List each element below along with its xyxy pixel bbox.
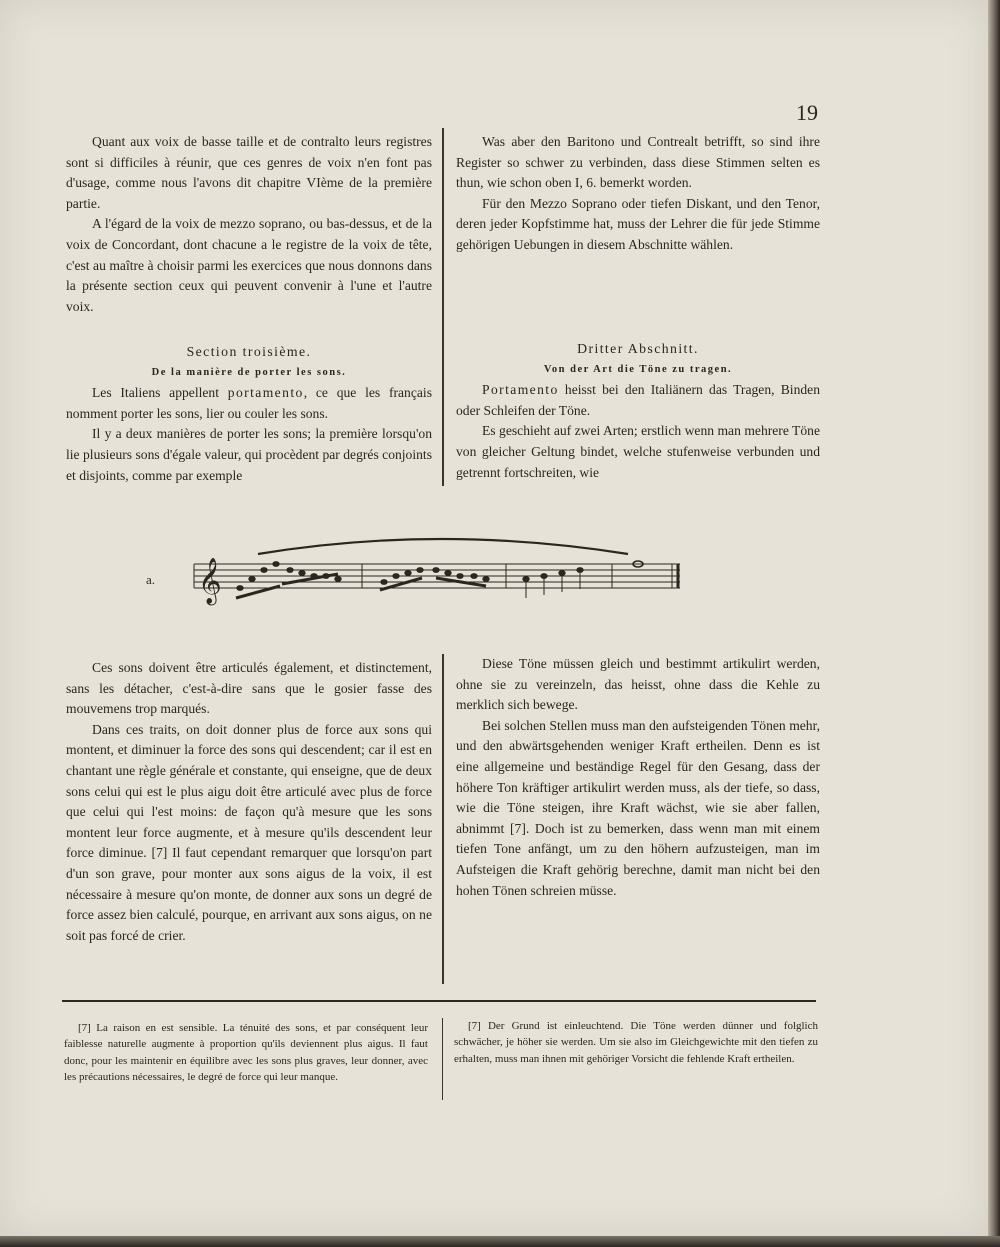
section-subtitle: Von der Art die Töne zu tragen.: [543, 363, 733, 375]
page-edge-bottom: [0, 1236, 1000, 1247]
column-divider: [442, 654, 444, 984]
paragraph: Bei solchen Stellen muss man den aufsteigenden Tönen mehr, und den abwärtsgehenden weniger Kraft ertheilen. Denn es ist eine allgemeine und beständige Regel für den Gesang, dass der höhere Ton kräftiger artikulirt werden muss, als der tiefe, so dass, wie die Töne steigen, ihre Kraft wächst, wie sie aber fallen, abnimmt [7]. Doch ist zu bemerken, dass wenn man mit einem tiefen Tone anfängt, um zu den höhern aufzusteigen, man im Aufsteigen die Kraft gehörig berechne, damit man nicht bei den hohen Tönen schreien müsse.: [456, 717, 820, 898]
music-example: [140, 528, 700, 617]
column-divider: [442, 128, 444, 486]
right-section: [456, 339, 820, 483]
music-staff: [140, 528, 700, 612]
section-title: Section troisième.: [186, 344, 312, 359]
paragraph: Für den Mezzo Soprano oder tiefen Diskant, und den Tenor, deren jeder Kopfstimme hat, muss der Lehrer die für jede Stimme gehörigen Uebungen in diesem Abschnitte wählen.: [456, 195, 820, 252]
treble-clef-icon: 𝄞: [198, 558, 222, 604]
paragraph: A l'égard de la voix de mezzo soprano, ou bas-dessus, et de la voix de Concordant, dont chacune a le registre de la voix de tête, c'est au maître à choisir parmi les exercices que nous donnons dans la présente section ceux qui peuvent convenir à l'une et l'autre voix.: [66, 216, 432, 314]
footnote-right: [454, 1018, 818, 1067]
footnote-left: [64, 1020, 428, 1086]
section-subtitle: De la manière de porter les sons.: [151, 366, 347, 378]
paragraph: Was aber den Baritono und Contrealt betrifft, so sind ihre Register so schwer zu verbinden, dass diese Stimmen selten es thun, wie schon oben I, 6. bemerkt worden.: [456, 134, 820, 191]
footnote-separator: [62, 1000, 816, 1002]
left-column-bottom: [66, 658, 432, 946]
notes: [236, 561, 643, 598]
page-edge: [988, 0, 1000, 1247]
paragraph: Quant aux voix de basse taille et de contralto leurs registres sont si difficiles à réunir, que ces genres de voix n'en font pas d'usage, comme nous l'avons dit chapitre VIème de la première partie.: [66, 134, 432, 211]
paragraph: Diese Töne müssen gleich und bestimmt artikulirt werden, ohne sie zu vereinzeln, das heisst, ohne dass die Kehle zu merklich sich bewege.: [456, 656, 820, 713]
paragraph: Ces sons doivent être articulés également, et distinctement, sans les détacher, c'est-à-dire sans que le gosier fasse des mouvemens trop marqués.: [66, 660, 432, 717]
text: , ce que les français nomment porter les sons, lier ou couler les sons.: [66, 385, 432, 421]
section-title: Dritter Abschnitt.: [577, 341, 699, 356]
paragraph: Es geschieht auf zwei Arten; erstlich wenn man mehrere Töne von gleicher Geltung bindet, welche stufenweise verbunden und getrennt fortschreiten, wie: [456, 423, 820, 480]
text: heisst bei den Italiänern das Tragen, Binden oder Schleifen der Töne.: [456, 382, 820, 418]
left-section: [66, 342, 432, 486]
footnote-text: [7] Der Grund ist einleuchtend. Die Töne werden dünner und folglich schwächer, je höher sie werden. Um sie also im Gleichgewichte mit den tiefen zu erhalten, muss man ihnen mit gehöriger Vorsicht die fehlende Kraft ertheilen.: [454, 1020, 818, 1065]
paragraph: [456, 380, 820, 421]
page-number: 19: [796, 100, 818, 125]
right-column-bottom: [456, 654, 820, 901]
term-portamento: Portamento: [482, 382, 559, 398]
footnote-text: [7] La raison en est sensible. La ténuité des sons, et par conséquent leur faiblesse naturelle augmente à proportion qu'ils deviennent plus aigus. Il faut donc, pour les maintenir en équilibre avec les sons plus graves, leur donner, avec les précautions nécessaires, le degré de force qui leur manque.: [64, 1022, 428, 1084]
text: Les Italiens appellent: [92, 385, 219, 401]
footnote-divider: [442, 1018, 443, 1100]
example-label: a.: [146, 572, 156, 587]
paragraph: Il y a deux manières de porter les sons; la première lorsqu'on lie plusieurs sons d'égale valeur, qui procèdent par degrés conjoints et disjoints, comme par exemple: [66, 426, 432, 483]
right-column-top: [456, 132, 820, 256]
slur: [258, 539, 628, 554]
paragraph: [66, 383, 432, 424]
left-column-top: [66, 132, 432, 317]
paragraph: Dans ces traits, on doit donner plus de force aux sons qui montent, et diminuer la force des sons qui descendent; car il est en chantant une règle générale et constante, qui enseigne, que de deux sons celui qui est le plus aigu doit être articulé avec plus de force que celui qui l'est moins: de façon qu'à mesure que les sons montent leur force augmente, et à mesure qu'ils descendent leur force diminue. [7] Il faut cependant remarquer que lorsqu'on part d'un son grave, pour monter aux sons aigus de la voix, il est nécessaire à mesure qu'on monte, de donner aux sons un degré de force assez bien calculé, pourque, en arrivant aux sons aigus, on ne soit pas forcé de crier.: [66, 721, 432, 943]
term-portamento: portamento: [227, 385, 304, 401]
